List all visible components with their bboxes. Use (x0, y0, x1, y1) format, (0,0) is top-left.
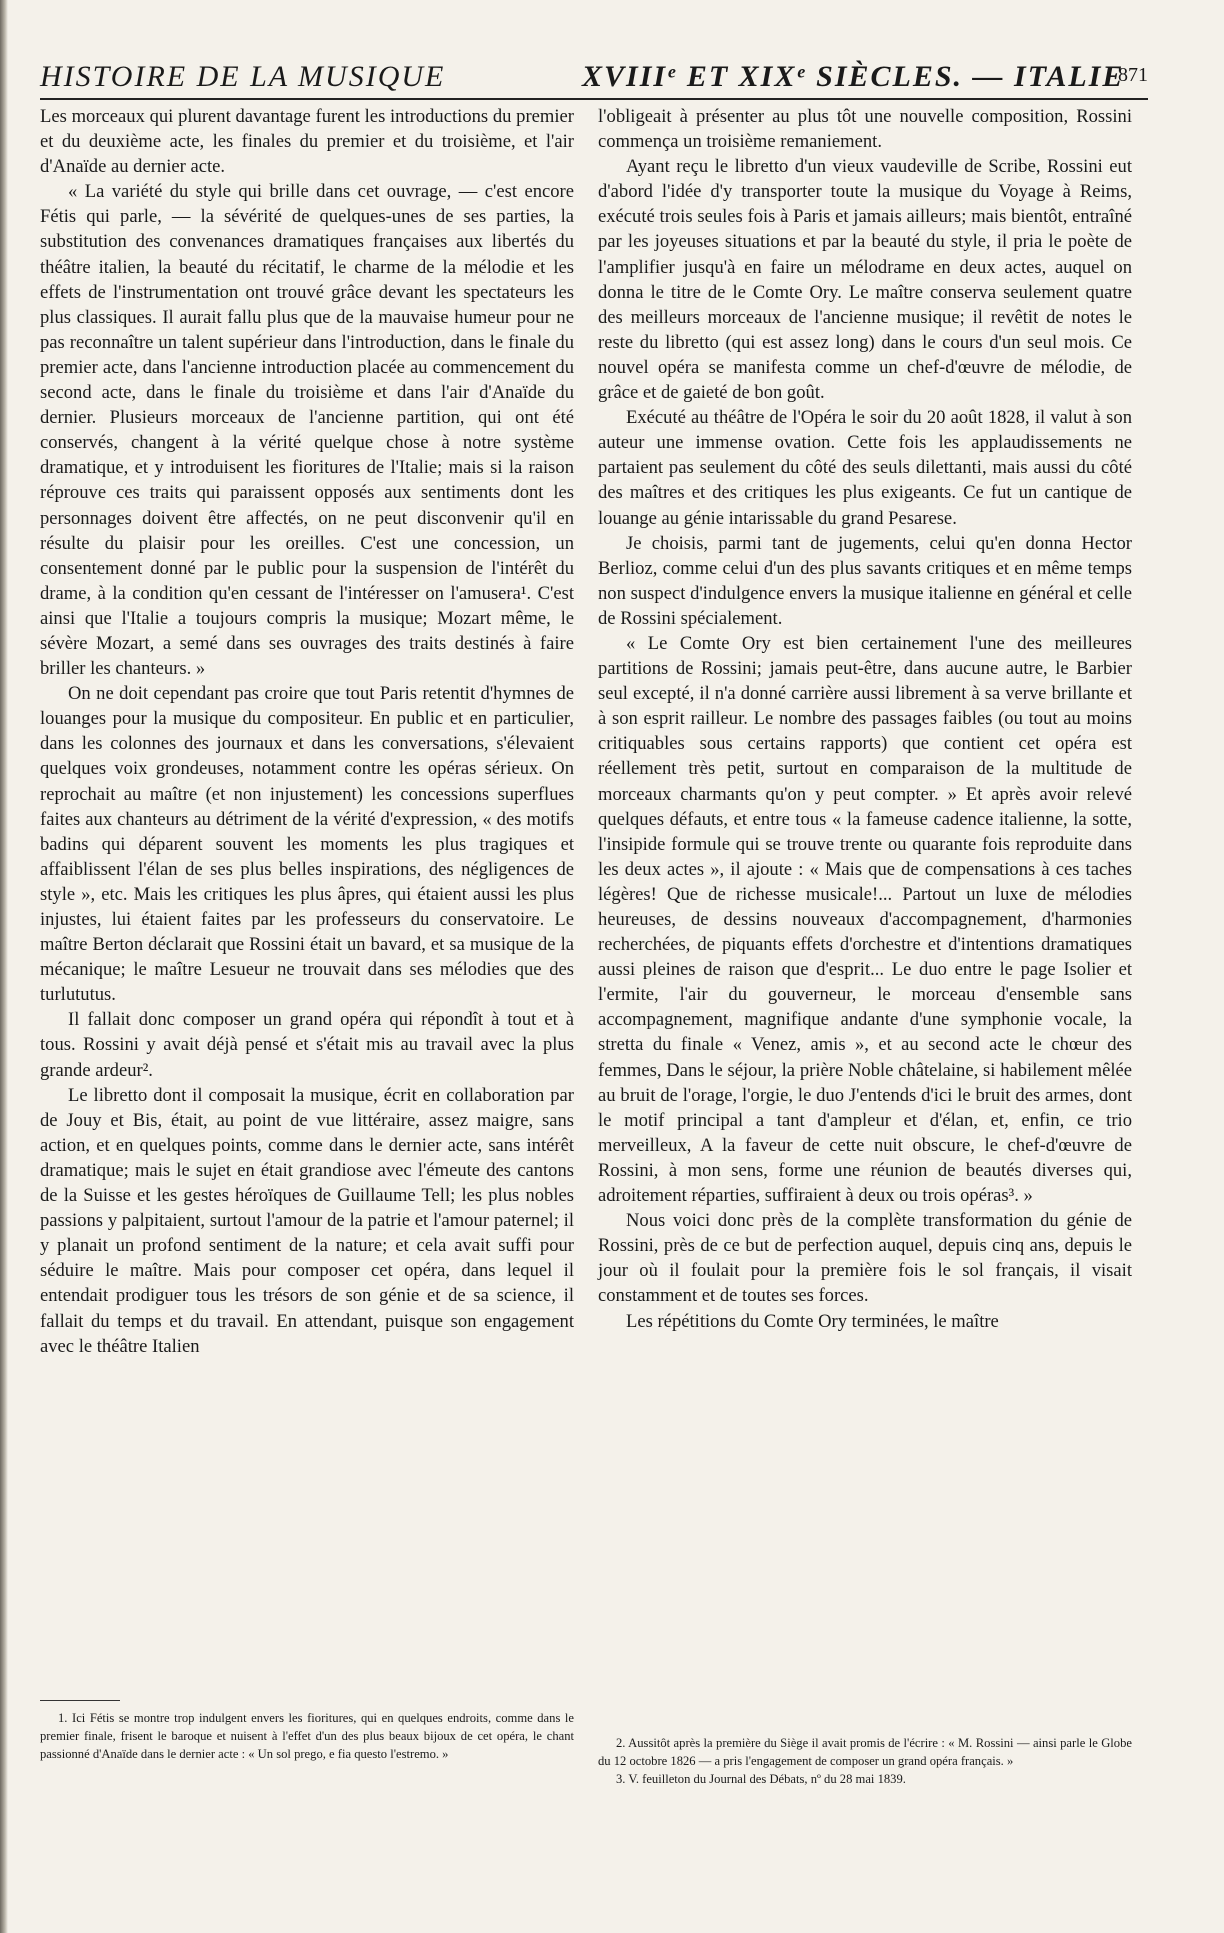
footnote: 3. V. feuilleton du Journal des Débats, nº du 28 mai 1839. (616, 1772, 906, 1786)
paragraph: Les morceaux qui plurent davantage furent les introductions du premier et du deuxième acte, les finales du premier et du troisième, et l'air d'Anaïde au dernier acte. (40, 106, 574, 178)
paragraph: Les répétitions du Comte Ory terminées, le maître (626, 1310, 999, 1332)
header-left-title: HISTOIRE DE LA MUSIQUE (40, 60, 446, 93)
paragraph: Nous voici donc près de la complète transformation du génie de Rossini, près de ce but de perfection auquel, depuis cinq ans, depuis le jour où il foulait pour la première fois le sol français, il visait constamment et de toutes ses forces. (598, 1210, 1132, 1307)
page-number: 871 (1118, 64, 1148, 86)
page-binding-edge (0, 0, 8, 1933)
paragraph: l'obligeait à présenter au plus tôt une nouvelle composition, Rossini commença un troisième remaniement. (598, 106, 1132, 153)
paragraph: « Le Comte Ory est bien certainement l'une des meilleures partitions de Rossini; jamais peut-être, dans aucune autre, le Barbier seul excepté, il n'a donné carrière aussi librement à sa verve brillante et à son esprit railleur. Le nombre des passages faibles (ou tout au moins critiquables sous certains rapports) que contient cet opéra est réellement très petit, surtout en comparaison de la multitude de morceaux charmants qu'on y peut compter. » Et après avoir relevé quelques défauts, et entre tous « la fameuse cadence italienne, la sotte, l'insipide formule qui se trouve trente ou quarante fois reproduite dans les deux actes », il ajoute : « Mais que de compensations à ces taches légères! Que de richesse musicale!... Partout un luxe de mélodies heureuses, de dessins nouveaux d'accompagnement, d'harmonies recherchées, de piquants effets d'orchestre et d'intentions dramatiques aussi pleines de raison que d'esprit... Le duo entre le page Isolier et l'ermite, l'air du gouverneur, le morceau d'ensemble sans accompagnement, magnifique andante d'une symphonie vocale, la stretta du finale « Venez, amis », et au second acte le chœur des femmes, Dans le séjour, la prière Noble châtelaine, si habilement mêlée au bruit de l'orage, l'orgie, le duo J'entends d'ici le bruit des armes, dont le motif principal a tant d'ampleur et d'élan, et, enfin, ce trio merveilleux, A la faveur de cette nuit obscure, le chef-d'œuvre de Rossini, à mon sens, forme une réunion de beautés diverses qui, adroitement réparties, suffiraient à deux ou trois opéras³. » (598, 632, 1132, 1207)
paragraph: Je choisis, parmi tant de jugements, celui qu'en donna Hector Berlioz, comme celui d'un des plus savants critiques et en même temps non suspect d'indulgence envers la musique italienne en général et celle de Rossini spécialement. (598, 532, 1132, 629)
footnote: 2. Aussitôt après la première du Siège il avait promis de l'écrire : « M. Rossini — ainsi parle le Globe du 12 octobre 1826 — a pris l'engagement de composer un grand opéra français. » (598, 1736, 1132, 1768)
paragraph: « La variété du style qui brille dans cet ouvrage, — c'est encore Fétis qui parle, — la sévérité de quelques-unes de ses parties, la substitution des convenances dramatiques françaises aux libertés du théâtre italien, la beauté du récitatif, le charme de la mélodie et les effets de l'instrumentation ont trouvé grâce devant les spectateurs les plus classiques. Il aurait fallu plus que de la mauvaise humeur pour ne pas reconnaître un talent supérieur dans l'introduction, dans le finale du premier acte, dans l'ancienne introduction placée au commencement du second acte, dans le finale du troisième et dans l'air d'Anaïde du dernier. Plusieurs morceaux de l'ancienne partition, qui ont été conservés, changent à la vérité quelque chose à notre système dramatique, et y introduisent les fioritures de l'Italie; mais si la raison réprouve ces traits qui paraissent opposés aux sentiments dont les personnages doivent être affectés, on ne peut disconvenir qu'il en résulte du plaisir pour les oreilles. C'est une concession, un consentement donné par le public pour la suspension de l'intérêt du drame, à la condition qu'en cessant de l'intéresser on l'amusera¹. C'est ainsi que l'Italie a toujours compris la musique; Mozart même, le sévère Mozart, a semé dans ses ouvrages des traits destinés à faire briller les chanteurs. » (40, 181, 574, 680)
paragraph: On ne doit cependant pas croire que tout Paris retentit d'hymnes de louanges pour la musique du compositeur. En public et en particulier, dans les colonnes des journaux et dans les conversations, s'élevaient quelques voix grondeuses, notamment contre les opéras sérieux. On reprochait au maître (et non injustement) les concessions superflues faites aux chanteurs au détriment de la vérité d'expression, « des motifs badins qui déparent souvent les moments les plus tragiques et affaiblissent l'élan de ses plus belles inspirations, des négligences de style », etc. Mais les critiques les plus âpres, qui étaient aussi les plus injustes, lui étaient faites par les professeurs du conservatoire. Le maître Berton déclarait que Rossini était un bavard, et sa musique de la mécanique; le maître Lesueur ne trouvait dans ses mélodies que des turlututus. (40, 683, 574, 1006)
paragraph: Le libretto dont il composait la musique, écrit en collaboration par de Jouy et Bis, était, au point de vue littéraire, assez maigre, sans action, et en quelques points, comme dans le dernier acte, sans intérêt dramatique; mais le sujet en était grandiose avec l'émeute des cantons de la Suisse et les gestes héroïques de Guillaume Tell; les plus nobles passions y palpitaient, surtout l'amour de la patrie et l'amour paternel; il y planait un profond sentiment de la nature; et cela avait suffi pour séduire le maître. Mais pour composer cet opéra, dans lequel il entendait prodiguer tous les trésors de son génie et de sa science, il fallait du temps et du travail. En attendant, puisque son engagement avec le théâtre Italien (40, 1084, 574, 1357)
paragraph: Exécuté au théâtre de l'Opéra le soir du 20 août 1828, il valut à son auteur une immense ovation. Cette fois les applaudissements ne partaient pas seulement du côté des seuls dilettanti, mais aussi du côté des maîtres et des critiques les plus exigeants. Ce fut un cantique de louange au génie intarissable du grand Pesarese. (598, 407, 1132, 529)
footnotes-right (598, 1734, 1132, 1788)
footnote: 1. Ici Fétis se montre trop indulgent envers les fioritures, qui en quelques endroits, comme dans le premier finale, frisent le baroque et nuisent à l'effet d'un des plus beaux bijoux de cet opéra, le chant passionné d'Anaïde dans le dernier acte : « Un sol prego, e fia questo l'estremo. » (40, 1711, 574, 1761)
paragraph: Ayant reçu le libretto d'un vieux vaudeville de Scribe, Rossini eut d'abord l'idée d'y transporter toute la musique du Voyage à Reims, exécuté trois seules fois à Paris et jamais ailleurs; mais bientôt, entraîné par les joyeuses situations et par la beauté du style, il pria le poète de l'amplifier jusqu'à en faire un mélodrame en deux actes, auquel on donna le titre de le Comte Ory. Le maître conserva seulement quatre des meilleurs morceaux de l'ancienne musique; il revêtit de notes le reste du libretto (qui est assez long) dans le cours d'un seul mois. Ce nouvel opéra se manifesta comme un chef-d'œuvre de mélodie, de grâce et de gaieté de bon goût. (598, 156, 1132, 404)
footnote-rule (40, 1700, 120, 1701)
left-column (40, 104, 574, 1359)
paragraph: Il fallait donc composer un grand opéra qui répondît à tout et à tous. Rossini y avait déjà pensé et s'était mis au travail avec la plus grande ardeur². (40, 1009, 574, 1081)
right-column (598, 104, 1132, 1334)
footnotes-left (40, 1700, 574, 1763)
running-header (40, 58, 1148, 100)
header-right-title: XVIIIᵉ ET XIXᵉ SIÈCLES. — ITALIE (582, 60, 1125, 93)
